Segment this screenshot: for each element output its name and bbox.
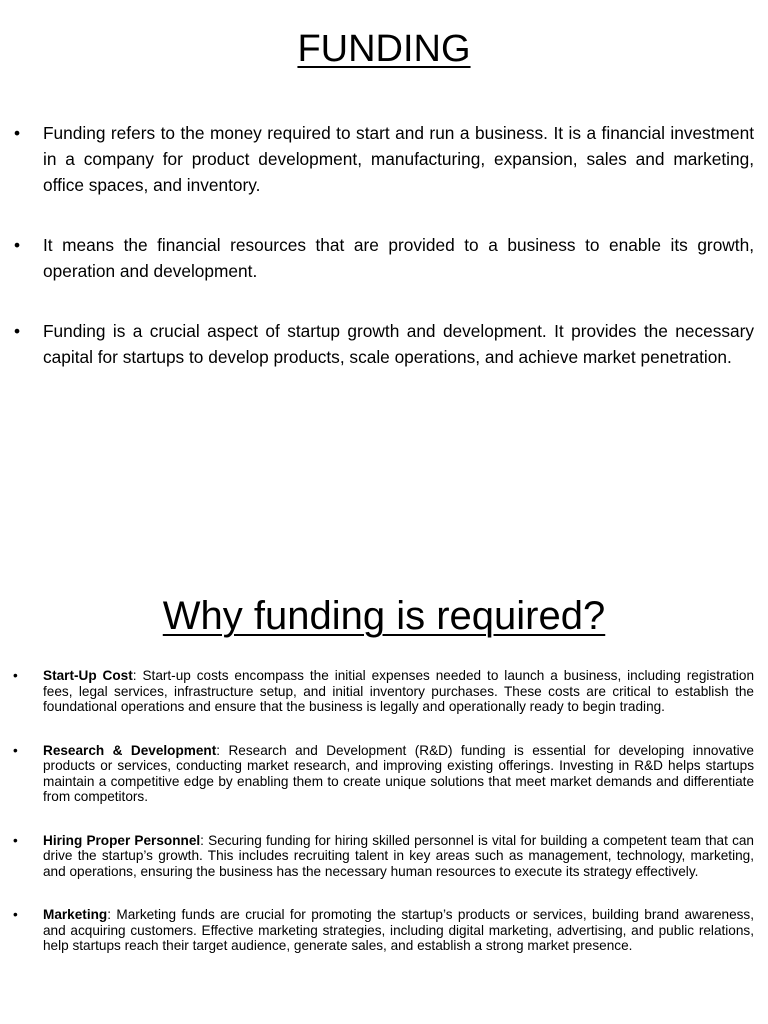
bullet-icon: • xyxy=(13,832,18,848)
bullet-icon: • xyxy=(13,907,18,922)
bullet-text: : Start-up costs encompass the initial expenses needed to launch a business, including registration fees, legal services, infrastructure setup, and initial inventory purchases. These costs are critical to establish the foundational operations and ensure that the business is legally and operationally ready to begin trading. xyxy=(43,668,754,714)
bullet-text: : Marketing funds are crucial for promoting the startup’s products or services, building brand awareness, and acquiring customers. Effective marketing strategies, including digital marketing, advertising, and public relations, help startups reach their target audience, generate sales, and establish a strong market presence. xyxy=(43,907,754,953)
list-item xyxy=(14,120,754,198)
title-text: FUNDING xyxy=(297,28,471,70)
list-item xyxy=(13,742,754,805)
list-item xyxy=(13,907,754,954)
bullet-icon: • xyxy=(14,321,21,341)
bullet-term: Hiring Proper Personnel xyxy=(43,832,201,848)
bullet-icon: • xyxy=(13,668,18,683)
page-title xyxy=(0,26,768,72)
bullet-term: Research & Development xyxy=(43,742,217,758)
bullet-text: Funding is a crucial aspect of startup growth and development. It provides the necessary capital for startups to develop products, scale operations, and achieve market penetration. xyxy=(43,321,754,367)
list-item xyxy=(14,318,754,370)
bullet-list xyxy=(13,668,754,982)
list-item xyxy=(13,832,754,880)
bullet-text: : Securing funding for hiring skilled personnel is vital for building a competent team that can drive the startup’s growth. This includes recruiting talent in key areas such as management, technology, marketing, and operations, ensuring the business has the necessary human resources to execute its strategy effectively. xyxy=(43,832,754,879)
bullet-text: It means the financial resources that are provided to a business to enable its growth, operation and development. xyxy=(43,235,754,281)
section-title xyxy=(0,592,768,640)
bullet-icon: • xyxy=(14,235,21,255)
bullet-list xyxy=(14,120,754,404)
list-item xyxy=(14,232,754,284)
bullet-text: : Research and Development (R&D) funding is essential for developing innovative products or services, conducting market research, and improving existing offerings. Investing in R&D helps startups maintain a competitive edge by enabling them to create unique solutions that meet market demands and differentiate from competitors. xyxy=(43,742,754,804)
title-text: Why funding is required? xyxy=(162,594,606,638)
bullet-text: Funding refers to the money required to start and run a business. It is a financial investment in a company for product development, manufacturing, expansion, sales and marketing, office spaces, and inventory. xyxy=(43,123,754,195)
bullet-icon: • xyxy=(13,742,18,758)
bullet-term: Start-Up Cost xyxy=(43,668,133,683)
bullet-term: Marketing xyxy=(43,907,108,922)
bullet-icon: • xyxy=(14,123,21,143)
list-item xyxy=(13,668,754,715)
slide-why-funding xyxy=(0,512,768,1024)
